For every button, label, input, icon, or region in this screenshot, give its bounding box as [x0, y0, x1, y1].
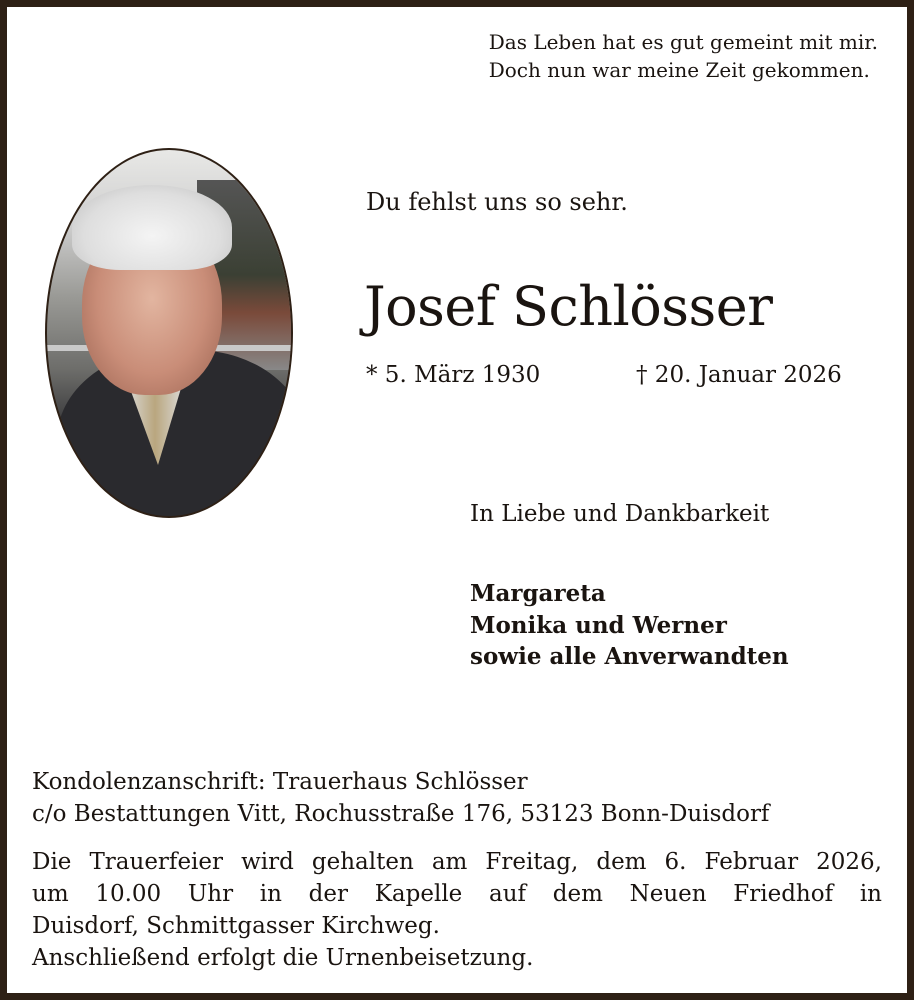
ceremony-line: Anschließend erfolgt die Urnenbeisetzung. — [32, 945, 534, 971]
family-member: sowie alle Anverwandten — [470, 643, 789, 670]
motto — [489, 28, 878, 84]
ceremony-info — [32, 846, 882, 974]
miss-line: Du fehlst uns so sehr. — [366, 188, 628, 216]
motto-line: Doch nun war meine Zeit gekommen. — [488, 58, 870, 82]
ceremony-line: Die Trauerfeier wird gehalten am Freitag, dem 6. Februar 2026, — [32, 849, 882, 875]
family-list — [470, 578, 789, 673]
motto-line: Das Leben hat es gut gemeint mit mir. — [488, 30, 878, 54]
family-member: Monika und Werner — [470, 611, 727, 639]
death-date: † 20. Januar 2026 — [636, 362, 842, 388]
deceased-name: Josef Schlösser — [364, 275, 773, 338]
portrait-photo — [45, 148, 293, 518]
ceremony-line: um 10.00 Uhr in der Kapelle auf dem Neuen Friedhof in — [32, 881, 882, 907]
family-member: Margareta — [470, 580, 606, 607]
farewell-line: In Liebe und Dankbarkeit — [470, 501, 770, 527]
address-line: Kondolenzanschrift: Trauerhaus Schlösser — [32, 769, 528, 795]
address-line: c/o Bestattungen Vitt, Rochusstraße 176, 53123 Bonn-Duisdorf — [32, 801, 770, 827]
condolence-address — [32, 766, 769, 830]
ceremony-line: Duisdorf, Schmittgasser Kirchweg. — [32, 913, 440, 939]
birth-date: * 5. März 1930 — [366, 362, 541, 388]
